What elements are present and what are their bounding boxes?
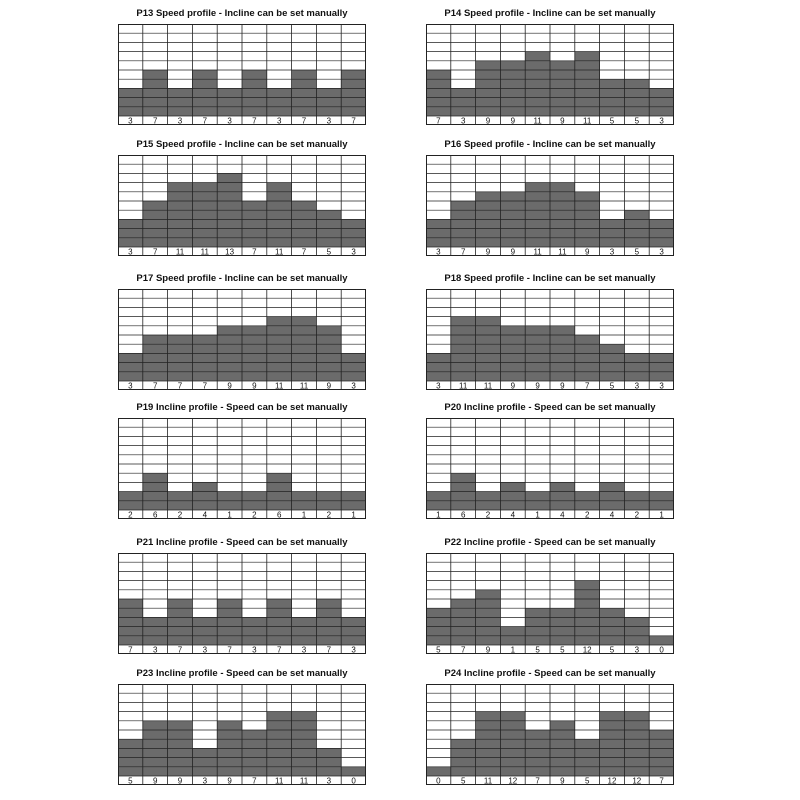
bar: [242, 617, 267, 645]
value-label: 5: [609, 116, 615, 125]
bar: [267, 317, 292, 381]
value-label: 3: [177, 116, 183, 125]
bar: [426, 353, 451, 381]
bar: [316, 599, 341, 645]
value-label: 7: [202, 116, 208, 125]
value-label: 3: [659, 381, 664, 390]
chart-title: P18 Speed profile - Incline can be set manually: [444, 273, 656, 284]
value-label: 9: [485, 116, 491, 125]
value-label: 9: [535, 381, 540, 390]
value-label: 11: [483, 381, 493, 390]
bar: [118, 88, 143, 116]
value-label: 11: [533, 116, 542, 125]
value-label: 3: [128, 247, 133, 256]
value-label: 5: [326, 247, 332, 256]
bar: [292, 712, 317, 776]
value-label: 12: [508, 776, 518, 785]
bar: [426, 767, 451, 776]
value-label: 3: [659, 247, 664, 256]
value-label: 3: [326, 116, 332, 125]
bar: [649, 730, 674, 776]
value-label: 3: [227, 116, 232, 125]
profile-chart: [426, 24, 674, 125]
bar: [118, 599, 143, 645]
bar: [168, 88, 193, 116]
value-label: 12: [632, 776, 642, 785]
value-label: 7: [152, 116, 158, 125]
bar: [500, 712, 525, 776]
bar: [550, 183, 575, 247]
value-label: 11: [200, 247, 209, 256]
value-label: 3: [634, 645, 640, 654]
value-label: 7: [301, 116, 307, 125]
bar: [649, 636, 674, 645]
profile-chart: [118, 684, 366, 785]
value-label: 4: [202, 510, 208, 519]
value-label: 3: [436, 247, 441, 256]
value-label: 11: [558, 247, 567, 256]
value-label: 5: [634, 116, 640, 125]
value-label: 3: [128, 116, 133, 125]
bar: [600, 712, 625, 776]
value-label: 3: [460, 116, 466, 125]
value-label: 3: [202, 645, 208, 654]
value-label: 11: [299, 776, 309, 785]
bar: [649, 353, 674, 381]
chart-title: P21 Incline profile - Speed can be set manually: [136, 537, 348, 548]
chart-title: P19 Incline profile - Speed can be set manually: [136, 402, 348, 413]
value-label: 2: [177, 510, 183, 519]
value-label: 3: [152, 645, 158, 654]
value-label: 2: [326, 510, 332, 519]
value-label: 9: [177, 776, 183, 785]
bar: [168, 335, 193, 381]
chart-title: P20 Incline profile - Speed can be set manually: [444, 402, 656, 413]
value-label: 7: [152, 247, 158, 256]
bar: [217, 88, 242, 116]
bar: [600, 482, 625, 510]
bar: [242, 730, 267, 776]
value-label: 3: [202, 776, 208, 785]
bar: [341, 353, 366, 381]
value-label: 11: [299, 381, 309, 390]
chart-title: P17 Speed profile - Incline can be set manually: [136, 273, 348, 284]
bar: [476, 712, 501, 776]
bar: [550, 482, 575, 510]
value-label: 5: [535, 645, 540, 654]
bar: [341, 219, 366, 247]
bar: [575, 581, 600, 645]
value-label: 13: [225, 247, 235, 256]
value-label: 0: [436, 776, 441, 785]
value-label: 6: [460, 510, 466, 519]
value-label: 12: [582, 645, 592, 654]
value-label: 3: [326, 776, 332, 785]
value-label: 6: [152, 510, 158, 519]
bar: [192, 335, 217, 381]
value-label: 12: [607, 776, 617, 785]
value-label: 7: [436, 116, 441, 125]
bar: [118, 219, 143, 247]
bar: [341, 70, 366, 116]
bar: [143, 617, 168, 645]
value-label: 9: [326, 381, 332, 390]
profile-chart: [118, 289, 366, 390]
bar: [500, 482, 525, 510]
value-label: 3: [351, 381, 356, 390]
bar: [118, 353, 143, 381]
value-label: 11: [583, 116, 592, 125]
value-label: 7: [252, 247, 257, 256]
chart-title: P23 Incline profile - Speed can be set manually: [136, 668, 348, 679]
value-label: 7: [227, 645, 232, 654]
bar: [292, 70, 317, 116]
value-label: 9: [485, 645, 491, 654]
bar: [168, 599, 193, 645]
bar: [341, 617, 366, 645]
value-label: 11: [459, 381, 468, 390]
bar: [292, 201, 317, 247]
value-label: 5: [584, 776, 590, 785]
value-label: 0: [351, 776, 356, 785]
value-label: 11: [175, 247, 185, 256]
value-label: 3: [436, 381, 441, 390]
bar: [451, 201, 476, 247]
bar: [267, 183, 292, 247]
value-label: 9: [252, 381, 257, 390]
value-label: 5: [609, 381, 615, 390]
value-label: 3: [634, 381, 640, 390]
bar: [341, 767, 366, 776]
value-label: 9: [560, 776, 565, 785]
profile-chart: [118, 155, 366, 256]
bar: [292, 617, 317, 645]
value-label: 2: [485, 510, 491, 519]
value-label: 7: [535, 776, 540, 785]
profile-chart: [118, 418, 366, 519]
value-label: 11: [275, 381, 284, 390]
profile-chart: [426, 684, 674, 785]
value-label: 2: [634, 510, 640, 519]
bar: [242, 201, 267, 247]
bar: [192, 748, 217, 776]
value-label: 2: [128, 510, 133, 519]
bar: [525, 183, 550, 247]
value-label: 2: [252, 510, 257, 519]
value-label: 1: [301, 510, 307, 519]
value-label: 3: [276, 116, 282, 125]
value-label: 1: [351, 510, 356, 519]
bar: [451, 88, 476, 116]
value-label: 1: [436, 510, 441, 519]
value-label: 1: [535, 510, 540, 519]
value-label: 3: [609, 247, 615, 256]
value-label: 9: [510, 116, 516, 125]
value-label: 1: [659, 510, 664, 519]
profile-chart: [118, 24, 366, 125]
value-label: 7: [177, 645, 183, 654]
value-label: 4: [510, 510, 516, 519]
value-label: 2: [584, 510, 590, 519]
value-label: 3: [252, 645, 257, 654]
bar: [476, 317, 501, 381]
value-label: 5: [460, 776, 466, 785]
bar: [316, 748, 341, 776]
value-label: 7: [152, 381, 158, 390]
bar: [267, 599, 292, 645]
bar: [575, 52, 600, 116]
bar: [143, 201, 168, 247]
bar: [267, 712, 292, 776]
value-label: 3: [659, 116, 664, 125]
chart-title: P13 Speed profile - Incline can be set manually: [136, 8, 348, 19]
bar: [316, 88, 341, 116]
bar: [426, 70, 451, 116]
bar: [624, 712, 649, 776]
bar: [426, 219, 451, 247]
profile-chart: [426, 155, 674, 256]
value-label: 5: [609, 645, 615, 654]
value-label: 7: [584, 381, 590, 390]
value-label: 11: [533, 247, 542, 256]
value-label: 9: [560, 381, 565, 390]
value-label: 11: [483, 776, 493, 785]
bar: [267, 88, 292, 116]
value-label: 7: [326, 645, 332, 654]
value-label: 0: [659, 645, 664, 654]
value-label: 4: [560, 510, 565, 519]
bar: [525, 730, 550, 776]
value-label: 3: [301, 645, 307, 654]
bar: [624, 353, 649, 381]
bar: [649, 88, 674, 116]
value-label: 3: [351, 645, 356, 654]
value-label: 3: [351, 247, 356, 256]
value-label: 5: [634, 247, 640, 256]
chart-title: P22 Incline profile - Speed can be set manually: [444, 537, 656, 548]
value-label: 4: [609, 510, 615, 519]
bar: [143, 70, 168, 116]
value-label: 9: [152, 776, 158, 785]
value-label: 9: [560, 116, 565, 125]
value-label: 7: [128, 645, 133, 654]
value-label: 9: [510, 247, 516, 256]
profile-chart: [426, 289, 674, 390]
value-label: 1: [227, 510, 232, 519]
value-label: 5: [128, 776, 133, 785]
chart-title: P14 Speed profile - Incline can be set manually: [444, 8, 656, 19]
value-label: 7: [460, 247, 466, 256]
bar: [143, 335, 168, 381]
value-label: 9: [227, 381, 232, 390]
profile-chart: [426, 553, 674, 654]
bar: [451, 317, 476, 381]
bar: [192, 617, 217, 645]
value-label: 1: [510, 645, 516, 654]
value-label: 9: [584, 247, 590, 256]
value-label: 6: [276, 510, 282, 519]
value-label: 7: [659, 776, 664, 785]
chart-title: P24 Incline profile - Speed can be set manually: [444, 668, 656, 679]
bar: [292, 317, 317, 381]
value-label: 5: [436, 645, 441, 654]
bar: [575, 335, 600, 381]
value-label: 9: [227, 776, 232, 785]
bar: [242, 70, 267, 116]
value-label: 7: [276, 645, 282, 654]
profile-chart: [426, 418, 674, 519]
bar: [192, 183, 217, 247]
profile-chart: [118, 553, 366, 654]
chart-title: P16 Speed profile - Incline can be set manually: [444, 139, 656, 150]
value-label: 7: [301, 247, 307, 256]
value-label: 7: [202, 381, 208, 390]
bar: [217, 599, 242, 645]
bar: [600, 219, 625, 247]
value-label: 11: [275, 776, 284, 785]
value-label: 7: [351, 116, 356, 125]
value-label: 7: [177, 381, 183, 390]
bar: [649, 219, 674, 247]
bar: [451, 599, 476, 645]
bar: [192, 70, 217, 116]
chart-title: P15 Speed profile - Incline can be set manually: [136, 139, 348, 150]
value-label: 7: [252, 116, 257, 125]
value-label: 3: [128, 381, 133, 390]
value-label: 5: [560, 645, 565, 654]
value-label: 7: [460, 645, 466, 654]
value-label: 7: [252, 776, 257, 785]
value-label: 11: [275, 247, 284, 256]
bar: [525, 52, 550, 116]
value-label: 9: [485, 247, 491, 256]
bar: [168, 183, 193, 247]
bar: [624, 617, 649, 645]
bar: [192, 482, 217, 510]
value-label: 9: [510, 381, 516, 390]
